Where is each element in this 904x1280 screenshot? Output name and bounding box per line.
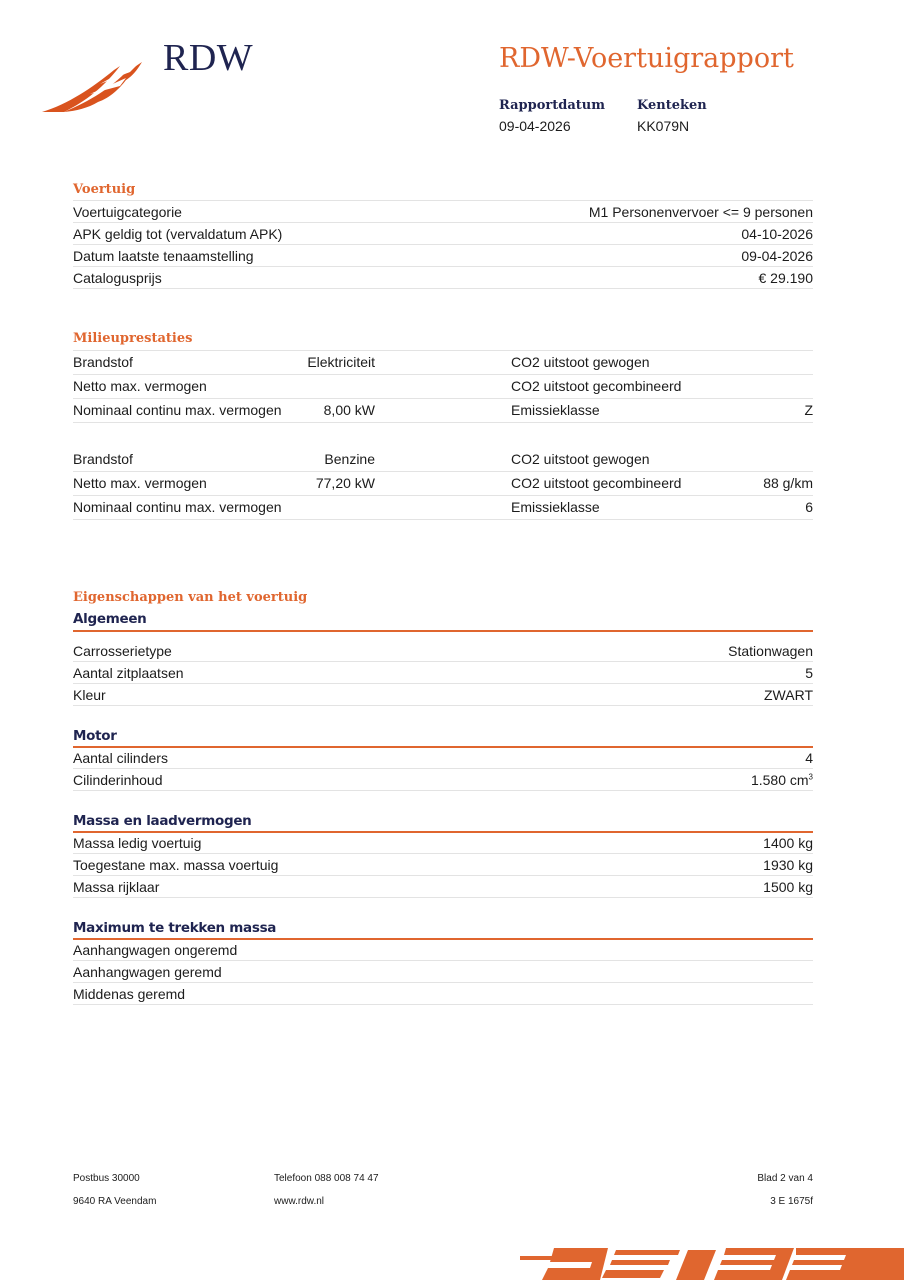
cell-value: Elektriciteit xyxy=(307,354,375,370)
row-value: 1930 kg xyxy=(763,856,813,873)
row-value: € 29.190 xyxy=(758,269,813,286)
cell-label: CO2 uitstoot gecombineerd xyxy=(511,378,682,394)
table-row xyxy=(73,495,813,520)
motor-list xyxy=(73,747,813,791)
table-row xyxy=(73,222,813,244)
cell-value: 88 g/km xyxy=(763,475,813,491)
cell-label: Brandstof xyxy=(73,451,133,467)
table-row xyxy=(73,374,813,398)
page-title: RDW-Voertuigrapport xyxy=(499,43,794,74)
trekken-list xyxy=(73,939,813,1005)
section-title-milieu: Milieuprestaties xyxy=(73,331,193,346)
section-title-eigenschappen: Eigenschappen van het voertuig xyxy=(73,590,308,605)
cell-value: 77,20 kW xyxy=(315,475,375,491)
row-value: 04-10-2026 xyxy=(741,225,813,242)
row-value: Stationwagen xyxy=(728,642,813,659)
table-row xyxy=(73,853,813,875)
subsection-title-trekken: Maximum te trekken massa xyxy=(73,920,277,936)
cell-label: Emissieklasse xyxy=(511,499,600,515)
row-label: Cilinderinhoud xyxy=(73,771,163,788)
decorative-stripes-icon xyxy=(520,1244,904,1280)
cell-label: Nominaal continu max. vermogen xyxy=(73,402,282,418)
row-value xyxy=(751,772,813,788)
subsection-title-motor: Motor xyxy=(73,728,117,744)
table-row xyxy=(73,982,813,1005)
voertuig-list xyxy=(73,200,813,289)
table-row xyxy=(73,448,813,471)
row-label: Voertuigcategorie xyxy=(73,203,182,220)
cell-label: Brandstof xyxy=(73,354,133,370)
table-row xyxy=(73,875,813,898)
row-label: APK geldig tot (vervaldatum APK) xyxy=(73,225,283,242)
row-label: Datum laatste tenaamstelling xyxy=(73,247,254,264)
row-label: Catalogusprijs xyxy=(73,269,162,286)
cell-label: Nominaal continu max. vermogen xyxy=(73,499,282,515)
subsection-title-massa: Massa en laadvermogen xyxy=(73,813,252,829)
table-row xyxy=(73,640,813,661)
cell-label: CO2 uitstoot gewogen xyxy=(511,354,650,370)
cell-label: CO2 uitstoot gewogen xyxy=(511,451,650,467)
row-value: ZWART xyxy=(764,686,813,703)
table-row xyxy=(73,266,813,289)
row-label: Kleur xyxy=(73,686,106,703)
cell-label: CO2 uitstoot gecombineerd xyxy=(511,475,682,491)
table-row xyxy=(73,398,813,423)
milieu-block-petrol xyxy=(73,448,813,520)
row-label: Aanhangwagen geremd xyxy=(73,963,222,980)
logo-text: RDW xyxy=(163,37,254,79)
row-value: M1 Personenvervoer <= 9 personen xyxy=(588,203,813,220)
row-label: Aanhangwagen ongeremd xyxy=(73,941,238,958)
cell-value: 6 xyxy=(805,499,813,515)
row-label: Massa ledig voertuig xyxy=(73,834,202,851)
table-row xyxy=(73,244,813,266)
footer-page-number: Blad 2 van 4 xyxy=(757,1173,813,1184)
table-row xyxy=(73,661,813,683)
footer-website-link[interactable]: www.rdw.nl xyxy=(274,1196,325,1207)
capacity-unit-exponent: 3 xyxy=(808,771,813,781)
milieu-block-electric xyxy=(73,350,813,423)
plate-label: Kenteken xyxy=(637,98,707,113)
row-value: 5 xyxy=(805,664,813,681)
footer-code: 3 E 1675f xyxy=(770,1196,813,1207)
row-value: 1400 kg xyxy=(763,834,813,851)
row-value: 09-04-2026 xyxy=(741,247,813,264)
cell-label: Emissieklasse xyxy=(511,402,600,418)
row-label: Aantal cilinders xyxy=(73,749,168,766)
table-row xyxy=(73,939,813,960)
row-label: Massa rijklaar xyxy=(73,878,160,895)
report-date-value: 09-04-2026 xyxy=(499,118,571,134)
row-label: Carrosserietype xyxy=(73,642,172,659)
table-row xyxy=(73,471,813,495)
subsection-title-algemeen: Algemeen xyxy=(73,611,147,627)
row-value: 1500 kg xyxy=(763,878,813,895)
footer-phone: Telefoon 088 008 74 47 xyxy=(274,1173,379,1184)
table-row xyxy=(73,768,813,791)
table-row xyxy=(73,960,813,982)
table-row xyxy=(73,832,813,853)
cell-label: Netto max. vermogen xyxy=(73,378,207,394)
row-label: Toegestane max. massa voertuig xyxy=(73,856,279,873)
table-row xyxy=(73,747,813,768)
cell-value: 8,00 kW xyxy=(323,402,375,418)
cell-value: Z xyxy=(804,402,813,418)
table-row xyxy=(73,350,813,374)
row-label: Aantal zitplaatsen xyxy=(73,664,184,681)
cell-label: Netto max. vermogen xyxy=(73,475,207,491)
plate-value: KK079N xyxy=(637,118,690,134)
report-date-label: Rapportdatum xyxy=(499,98,605,113)
row-value: 4 xyxy=(805,749,813,766)
cell-value: Benzine xyxy=(324,451,375,467)
footer-address-1: Postbus 30000 xyxy=(73,1173,140,1184)
table-row xyxy=(73,200,813,222)
capacity-value: 1.580 cm xyxy=(750,771,809,788)
divider xyxy=(73,630,813,632)
table-row xyxy=(73,683,813,706)
footer-address-2: 9640 RA Veendam xyxy=(73,1196,157,1207)
rdw-logo-icon xyxy=(40,58,150,114)
algemeen-list xyxy=(73,640,813,706)
massa-list xyxy=(73,832,813,898)
row-label: Middenas geremd xyxy=(73,985,186,1002)
section-title-voertuig: Voertuig xyxy=(73,182,136,197)
